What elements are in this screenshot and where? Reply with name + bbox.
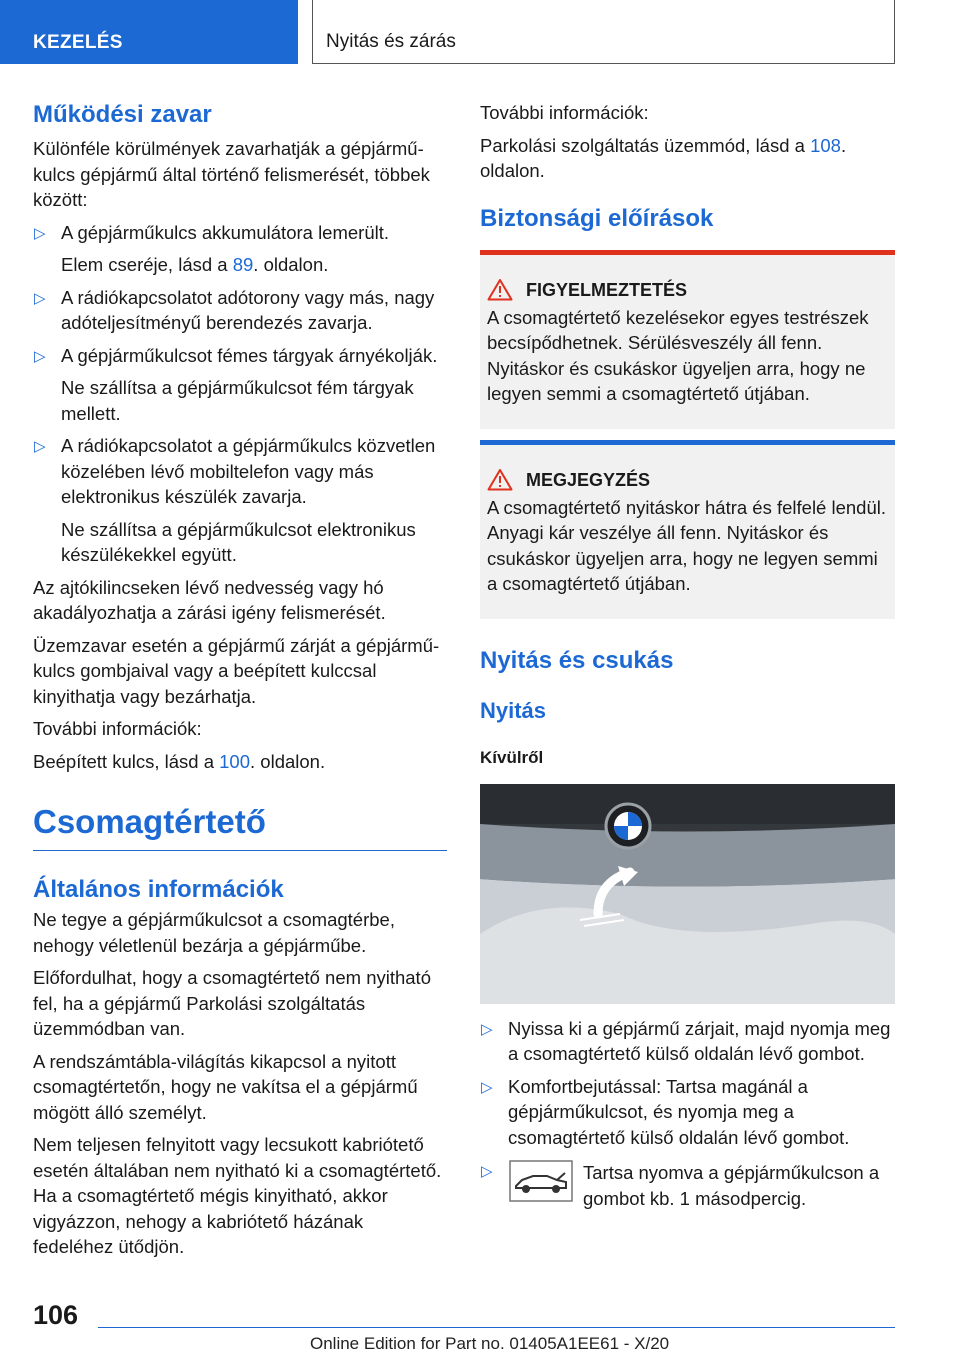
chapter-header <box>312 0 895 64</box>
page-link-89[interactable]: 89 <box>232 254 254 275</box>
left-column <box>33 100 447 1260</box>
heading-general-info: Általános információk <box>33 876 284 903</box>
section-tab <box>0 0 298 64</box>
page-link-108[interactable]: 108 <box>810 134 841 156</box>
bullet-triangle-icon: ▷ <box>34 224 46 242</box>
list-item <box>33 433 447 510</box>
list-item-text: A rádiókapcsolatot a gépjárműkulcs közvetlen közelében lévő mobiltelefon vagy más elektronikus készülék zavarja. <box>61 435 436 507</box>
bullet-triangle-icon: ▷ <box>481 1020 493 1038</box>
footer-edition: Online Edition for Part no. 01405A1EE61 - X/20 <box>310 1334 670 1353</box>
list-subtext: Elem cseréje, lásd a 89. oldalon. <box>61 254 329 275</box>
page-link-100[interactable]: 100 <box>219 750 251 772</box>
bullet-triangle-icon: ▷ <box>481 1078 493 1096</box>
paragraph: Különféle körülmények zavarhatják a gépjármű-kulcs gépjármű által történő felismerését, többek között: <box>33 138 430 210</box>
list-item <box>480 1074 895 1151</box>
paragraph: A rendszámtábla-világítás kikapcsol a nyitott csomagtértetőn, hogy ne vakítsa el a gépjármű mögött álló személyt. <box>33 1050 418 1123</box>
list-item <box>33 220 447 246</box>
list-subtext: Ne szállítsa a gépjárműkulcsot elektronikus készülékekkel együtt. <box>61 518 416 565</box>
heading-trunk-lid: Csomagtértető <box>33 803 266 840</box>
trunk-open-key-icon <box>509 1160 573 1202</box>
warning-title: FIGYELMEZTETÉS <box>487 277 887 303</box>
list-subtext: Ne szállítsa a gépjárműkulcsot fém tárgyak mellett. <box>61 377 414 424</box>
bullet-triangle-icon: ▷ <box>34 438 46 455</box>
list-item <box>33 343 447 369</box>
paragraph: További információk: <box>480 102 649 123</box>
paragraph: Az ajtókilincseken lévő nedvesség vagy hó akadályozhatja a zárási igény felismerését. <box>33 576 386 623</box>
heading-open: Nyitás <box>480 697 547 723</box>
warning-box <box>480 250 895 429</box>
page-number: 106 <box>33 1300 79 1330</box>
paragraph: Előfordulhat, hogy a csomagtértető nem nyitható fel, ha a gépjármű Parkolási szolgáltatás üzemmódban van. <box>33 967 431 1039</box>
heading-rule <box>33 850 447 851</box>
list-item-text: Komfortbejutással: Tartsa magánál a gépjárműkulcsot, és nyomja meg a csomagtértető külső oldalán lévő gombot. <box>508 1075 850 1148</box>
section-label: KEZELÉS <box>33 32 123 53</box>
paragraph: Nem teljesen felnyitott vagy lecsukott kabriótető esetén általában nem nyitható ki a csomagtértető. Ha a csomagtértető mégis kinyitható, akkor vigyázzon, nehogy a kabriótető házának fedeléhez ütődjön. <box>33 1134 442 1257</box>
heading-open-close: Nyitás és csukás <box>480 646 674 674</box>
list-item-text: A gépjárműkulcsot fémes tárgyak árnyékolják. <box>61 344 438 366</box>
trunk-button-photo <box>480 784 895 1004</box>
list-item <box>33 285 447 336</box>
paragraph: További információk: <box>33 718 202 739</box>
footer-rule <box>98 1327 895 1328</box>
paragraph: Parkolási szolgáltatás üzemmód, lásd a 108. oldalon. <box>480 134 847 181</box>
list-item <box>480 1016 895 1067</box>
bullet-triangle-icon: ▷ <box>34 347 46 365</box>
heading-malfunction: Működési zavar <box>33 101 212 128</box>
paragraph: Beépített kulcs, lásd a 100. oldalon. <box>33 750 326 772</box>
right-column <box>480 100 895 1212</box>
bullet-triangle-icon: ▷ <box>481 1163 493 1180</box>
trunk-photo-illustration <box>480 784 895 1004</box>
paragraph: Üzemzavar esetén a gépjármű zárját a gépjármű-kulcs gombjaival vagy a beépített kulccsal kinyithatja vagy bezárhatja. <box>33 634 440 707</box>
list-item-text: A rádiókapcsolatot adótorony vagy más, nagy adóteljesítményű berendezés zavarja. <box>61 286 435 333</box>
warning-triangle-icon <box>487 278 513 301</box>
bullet-triangle-icon: ▷ <box>34 289 46 307</box>
note-title: MEGJEGYZÉS <box>487 467 887 493</box>
list-item <box>480 1160 895 1212</box>
caution-triangle-icon <box>487 468 513 491</box>
note-box <box>480 440 895 619</box>
heading-safety: Biztonsági előírások <box>480 204 714 232</box>
paragraph: Ne tegye a gépjárműkulcsot a csomagtérbe, nehogy véletlenül bezárja a gépjárműbe. <box>33 909 395 956</box>
list-item-text: A gépjárműkulcs akkumulátora lemerült. <box>61 221 390 243</box>
list-item-text: Tartsa nyomva a gépjárműkulcson a gombot kb. 1 másodpercig. <box>583 1162 880 1209</box>
list-item-text: Nyissa ki a gépjármű zárjait, majd nyomja meg a csomagtértető külső oldalán lévő gombot. <box>508 1017 891 1064</box>
note-text: A csomagtértető nyitáskor hátra és felfelé lendül. Anyagi kár veszélye áll fenn. Nyitáskor és csukáskor ügyeljen arra, hogy ne legyen semmi a csomagtértető útjában. <box>487 496 886 594</box>
heading-outside: Kívülről <box>480 747 544 767</box>
chapter-title: Nyitás és zárás <box>326 31 456 52</box>
warning-text: A csomagtértető kezelésekor egyes testrészek becsípődhetnek. Sérülésveszély áll fenn. Nyitáskor és csukáskor ügyeljen arra, hogy ne legyen semmi a csomagtértető útjában. <box>487 306 869 404</box>
